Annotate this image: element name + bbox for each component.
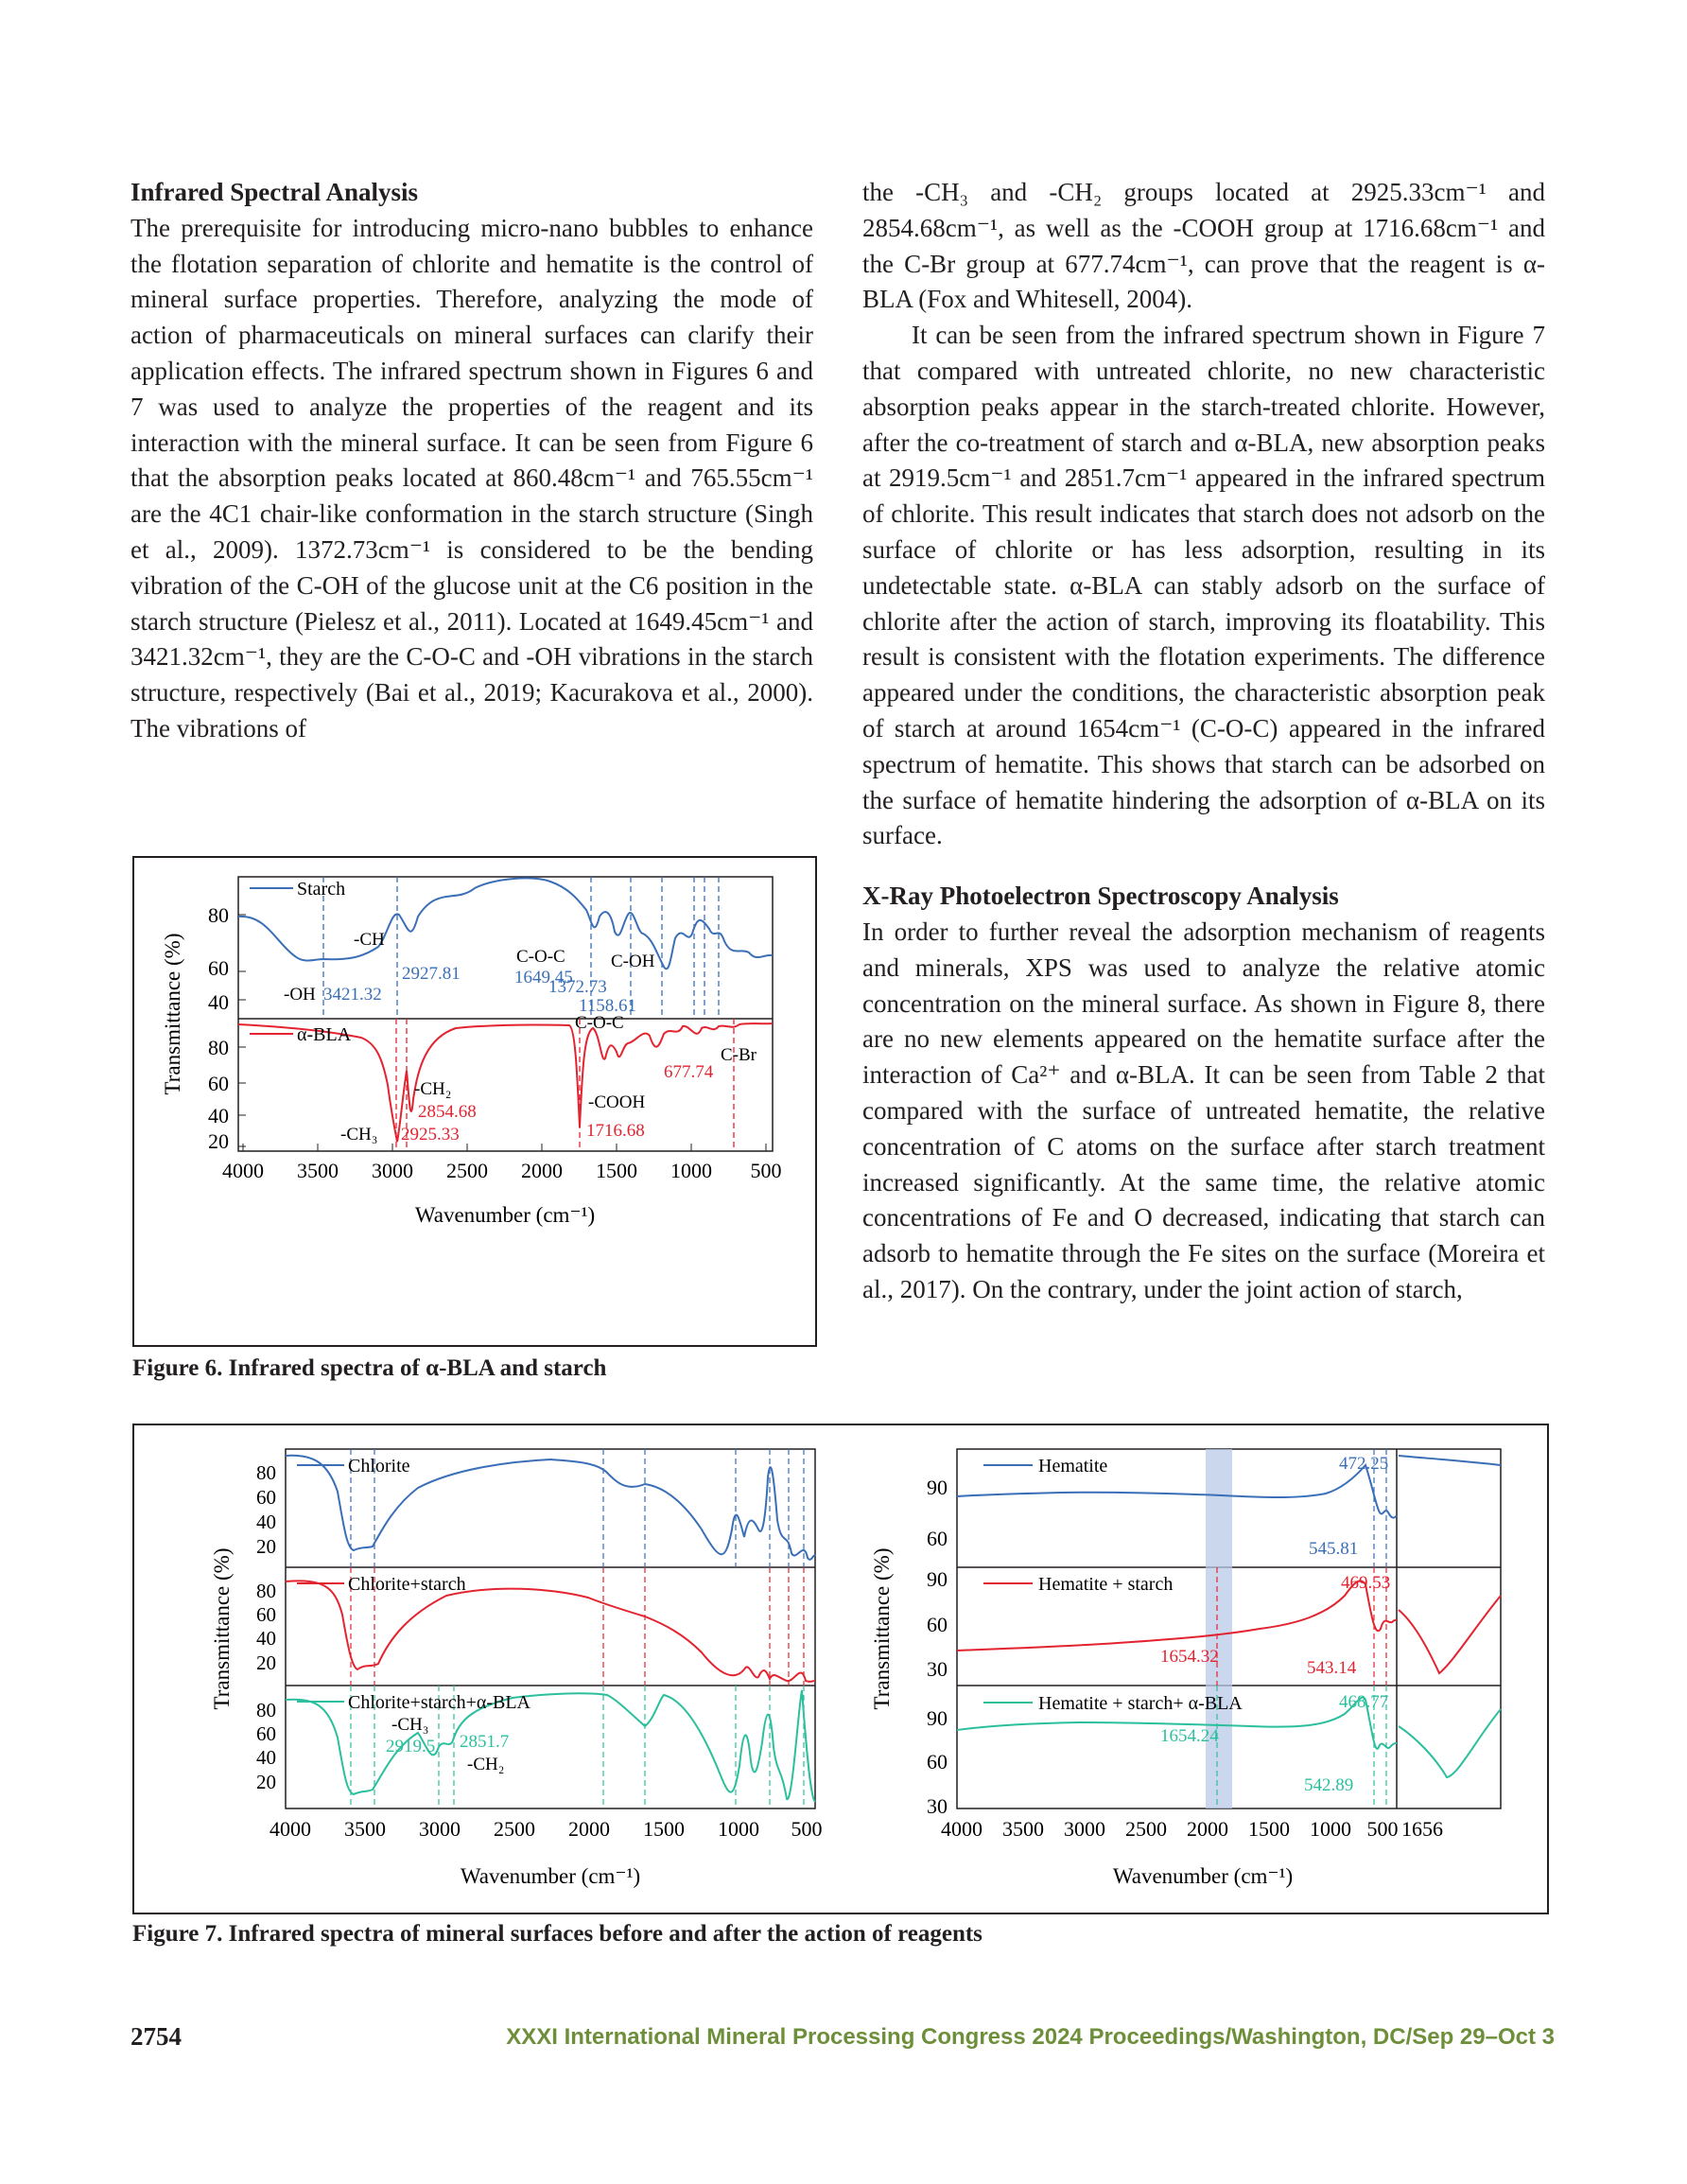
fig6-label-1372: 1372.73 xyxy=(548,977,607,997)
fig7-right-panel xyxy=(870,1449,1501,1888)
fig7-ytick: 40 xyxy=(256,1746,276,1769)
fig6-label-2925: 2925.33 xyxy=(401,1125,460,1144)
figure-7-frame xyxy=(132,1424,1549,1914)
fig7-ytick: 60 xyxy=(256,1722,276,1745)
fig7-label-ch3: -CH₃ xyxy=(391,1715,429,1735)
fig7-xtick: 3500 xyxy=(344,1817,386,1841)
fig7-ytick: 40 xyxy=(256,1627,276,1650)
fig7-left-panel xyxy=(210,1449,823,1888)
fig6-xlabel: Wavenumber (cm⁻¹) xyxy=(414,1203,596,1227)
fig6-xtick: 2000 xyxy=(521,1159,563,1182)
fig6-ytick: 60 xyxy=(208,1072,229,1095)
fig7-ytick: 60 xyxy=(256,1486,276,1509)
fig7-label-ch2: -CH₂ xyxy=(467,1755,505,1774)
fig7-ytick: 60 xyxy=(927,1750,948,1773)
fig7-band-highlight xyxy=(1206,1449,1232,1808)
fig7-ytick: 60 xyxy=(927,1613,948,1636)
fig6-label-coc2: C-O-C xyxy=(575,1013,624,1033)
fig6-label-1716: 1716.68 xyxy=(586,1121,645,1141)
fig6-xtick: 1500 xyxy=(596,1159,637,1182)
fig7-xtick: 2000 xyxy=(568,1817,610,1841)
fig7-legend-chlorite-starch-bla: Chlorite+starch+α-BLA xyxy=(348,1692,530,1713)
fig7-ytick: 30 xyxy=(927,1657,948,1681)
fig6-ytick: 20 xyxy=(208,1129,229,1153)
fig7-ytick: 20 xyxy=(256,1651,276,1674)
figure-7-caption: Figure 7. Infrared spectra of mineral surfaces before and after the action of reagents xyxy=(132,1921,983,1947)
fig7-label-2851: 2851.7 xyxy=(460,1732,510,1752)
fig6-xtick: 3500 xyxy=(297,1159,339,1182)
fig7-label-469: 469.53 xyxy=(1341,1573,1391,1593)
paragraph-reagent: the -CH₃ and -CH₂ groups located at 2925.33cm⁻¹ and 2854.68cm⁻¹, as well as the -COOH group at 1716.68cm⁻¹ and the C-Br group at 677.74cm⁻¹, can prove that the reagent is α-BLA (Fox and Whitesell, 2004). xyxy=(862,178,1545,314)
fig7-chlorite-starch-curve xyxy=(286,1581,815,1681)
fig7-ytick: 60 xyxy=(256,1603,276,1626)
fig7-legend-chlorite: Chlorite xyxy=(348,1456,410,1476)
fig6-top-yticks xyxy=(238,915,246,1000)
fig7-label-472: 472.25 xyxy=(1339,1454,1389,1474)
fig7-label-545: 545.81 xyxy=(1309,1539,1359,1559)
fig6-label-ch2: -CH₂ xyxy=(414,1079,452,1099)
fig7-legend-hematite-starch: Hematite + starch xyxy=(1038,1574,1174,1595)
fig6-label-3421: 3421.32 xyxy=(323,985,382,1005)
right-column xyxy=(862,175,1545,1308)
figure-6-caption: Figure 6. Infrared spectra of α-BLA and starch xyxy=(132,1355,607,1381)
fig6-label-oh: -OH xyxy=(284,985,316,1005)
fig7-legend-hematite: Hematite xyxy=(1038,1456,1108,1476)
fig7-label-542: 542.89 xyxy=(1304,1775,1354,1795)
fig6-xtick: 3000 xyxy=(372,1159,413,1182)
fig7-label-1654b: 1654.24 xyxy=(1160,1726,1219,1746)
figure-6-chart xyxy=(134,858,815,1345)
paragraph-figure7: It can be seen from the infrared spectrum shown in Figure 7 that compared with untreated chlorite, no new characteristic absorption peaks appear in the starch-treated chlorite. However, after the co-treatment of starch and α-BLA, new absorption peaks at 2919.5cm⁻¹ and 2851.7cm⁻¹ appeared in the infrared spectrum of chlorite. This result indicates that starch does not adsorb on the surface of chlorite or has less adsorption, resulting in its undetectable state. α-BLA can stably adsorb on the surface of chlorite after the action of starch, improving its floatability. This result is consistent with the flotation experiments. The difference appeared under the conditions, the characteristic absorption peak of starch at around 1654cm⁻¹ (C-O-C) appeared in the infrared spectrum of hematite. This shows that starch can be adsorbed on the surface of hematite hindering the adsorption of α-BLA on its surface. xyxy=(862,321,1545,850)
fig7-right-xtick: 4000 xyxy=(941,1817,983,1841)
fig6-label-677: 677.74 xyxy=(664,1062,714,1082)
fig7-xtick: 1500 xyxy=(643,1817,685,1841)
fig6-label-ch3: -CH₃ xyxy=(340,1125,378,1144)
fig7-label-543: 543.14 xyxy=(1307,1658,1357,1678)
fig6-label-2854: 2854.68 xyxy=(418,1102,477,1122)
section-heading-infrared: Infrared Spectral Analysis xyxy=(130,178,419,206)
fig7-xtick: 2500 xyxy=(494,1817,535,1841)
fig7-legend-hematite-starch-bla: Hematite + starch+ α-BLA xyxy=(1038,1693,1243,1714)
fig6-xtick: 500 xyxy=(750,1159,782,1182)
fig6-legend-bla: α-BLA xyxy=(297,1024,352,1045)
fig7-ytick: 80 xyxy=(256,1699,276,1721)
figure-6-frame xyxy=(132,856,817,1347)
section-heading-xps: X-Ray Photoelectron Spectroscopy Analysis xyxy=(862,882,1339,911)
figure-7-chart xyxy=(134,1425,1547,1913)
fig7-xtick: 4000 xyxy=(270,1817,311,1841)
fig7-legend-chlorite-starch: Chlorite+starch xyxy=(348,1574,466,1595)
paragraph-xps: In order to further reveal the adsorption mechanism of reagents and minerals, XPS was used to analyze the relative atomic concentration on the mineral surface. As shown in Figure 8, there are no new elements appeared on the hematite surface after the interaction of Ca²⁺ and α-BLA. It can be seen from Table 2 that compared with the surface of untreated hematite, the relative concentration of C atoms on the surface after starch treatment increased significantly. At the same time, the relative atomic concentrations of Fe and O decreased, indicating that starch can adsorb to hematite through the Fe sites on the surface (Moreira et al., 2017). On the contrary, under the joint action of starch, xyxy=(862,917,1545,1303)
fig7-right-xlabel: Wavenumber (cm⁻¹) xyxy=(1112,1864,1294,1888)
fig7-right-xtick: 1656 xyxy=(1401,1817,1443,1841)
fig6-ytick: 60 xyxy=(208,956,229,980)
fig7-xtick: 3000 xyxy=(419,1817,461,1841)
fig7-ytick: 40 xyxy=(256,1511,276,1533)
fig6-ytick: 80 xyxy=(208,1036,229,1059)
fig7-ytick: 60 xyxy=(927,1527,948,1550)
fig6-ytick: 40 xyxy=(208,990,229,1014)
fig6-xtick: 4000 xyxy=(222,1159,264,1182)
fig6-label-cooh: -COOH xyxy=(588,1092,646,1112)
fig7-right-xtick: 2500 xyxy=(1125,1817,1167,1841)
fig7-xtick: 500 xyxy=(791,1817,823,1841)
fig6-ytick: 80 xyxy=(208,903,229,927)
fig7-right-xtick: 1000 xyxy=(1310,1817,1351,1841)
fig6-label-coc: C-O-C xyxy=(516,947,565,967)
fig6-ytick: 40 xyxy=(208,1104,229,1127)
conference-footer: XXXI International Mineral Processing Congress 2024 Proceedings/Washington, DC/Sep 29–Oct 3 xyxy=(506,2024,1555,2050)
fig7-ytick: 90 xyxy=(927,1476,948,1499)
fig7-right-xtick: 3000 xyxy=(1064,1817,1105,1841)
fig7-ytick: 30 xyxy=(927,1794,948,1818)
fig7-xtick: 1000 xyxy=(718,1817,759,1841)
fig7-right-ylabel: Transmittance (%) xyxy=(870,1547,894,1710)
fig6-xtick: 2500 xyxy=(446,1159,488,1182)
fig7-label-2919: 2919.5 xyxy=(386,1737,436,1756)
fig7-right-xtick: 3500 xyxy=(1002,1817,1044,1841)
fig7-right-xtick: 500 xyxy=(1366,1817,1399,1841)
fig7-right-xtick: 2000 xyxy=(1187,1817,1228,1841)
fig7-ytick: 80 xyxy=(256,1580,276,1602)
fig7-label-1654a: 1654.32 xyxy=(1160,1647,1219,1667)
fig6-xtick: 1000 xyxy=(670,1159,712,1182)
fig7-label-468: 468.77 xyxy=(1339,1692,1389,1712)
fig7-ytick: 90 xyxy=(927,1706,948,1730)
fig7-ytick: 90 xyxy=(927,1567,948,1591)
fig7-ytick: 80 xyxy=(256,1461,276,1484)
fig7-left-ylabel: Transmittance (%) xyxy=(210,1547,234,1710)
fig7-ytick: 20 xyxy=(256,1771,276,1793)
page-number: 2754 xyxy=(130,2022,182,2051)
fig6-ylabel: Transmittance (%) xyxy=(161,933,184,1095)
fig6-label-1158: 1158.61 xyxy=(579,996,637,1016)
fig7-ytick: 20 xyxy=(256,1535,276,1558)
fig7-right-xtick: 1500 xyxy=(1248,1817,1290,1841)
fig6-label-cbr: C-Br xyxy=(721,1045,757,1065)
fig6-legend-starch: Starch xyxy=(297,879,346,900)
fig6-label-2927: 2927.81 xyxy=(402,964,461,984)
fig7-left-xlabel: Wavenumber (cm⁻¹) xyxy=(460,1864,641,1888)
left-column xyxy=(130,175,813,747)
fig6-label-1649: 1649.45 xyxy=(514,968,573,987)
fig6-label-coh: C-OH xyxy=(611,952,655,971)
paragraph-infrared: The prerequisite for introducing micro-nano bubbles to enhance the flotation separation of chlorite and hematite is the control of mineral surface properties. Therefore, analyzing the mode of action of pharmaceuticals on mineral surfaces can clarify their application effects. The infrared spectrum shown in Figures 6 and 7 was used to analyze the properties of the reagent and its interaction with the mineral surface. It can be seen from Figure 6 that the absorption peaks located at 860.48cm⁻¹ and 765.55cm⁻¹ are the 4C1 chair-like conformation in the starch structure (Singh et al., 2009). 1372.73cm⁻¹ is considered to be the bending vibration of the C-OH of the glucose unit at the C6 position in the starch structure (Pielesz et al., 2011). Located at 1649.45cm⁻¹ and 3421.32cm⁻¹, they are the C-O-C and -OH vibrations in the starch structure, respectively (Bai et al., 2019; Kacurakova et al., 2000). The vibrations of xyxy=(130,213,813,743)
fig6-label-ch: -CH xyxy=(354,930,385,950)
